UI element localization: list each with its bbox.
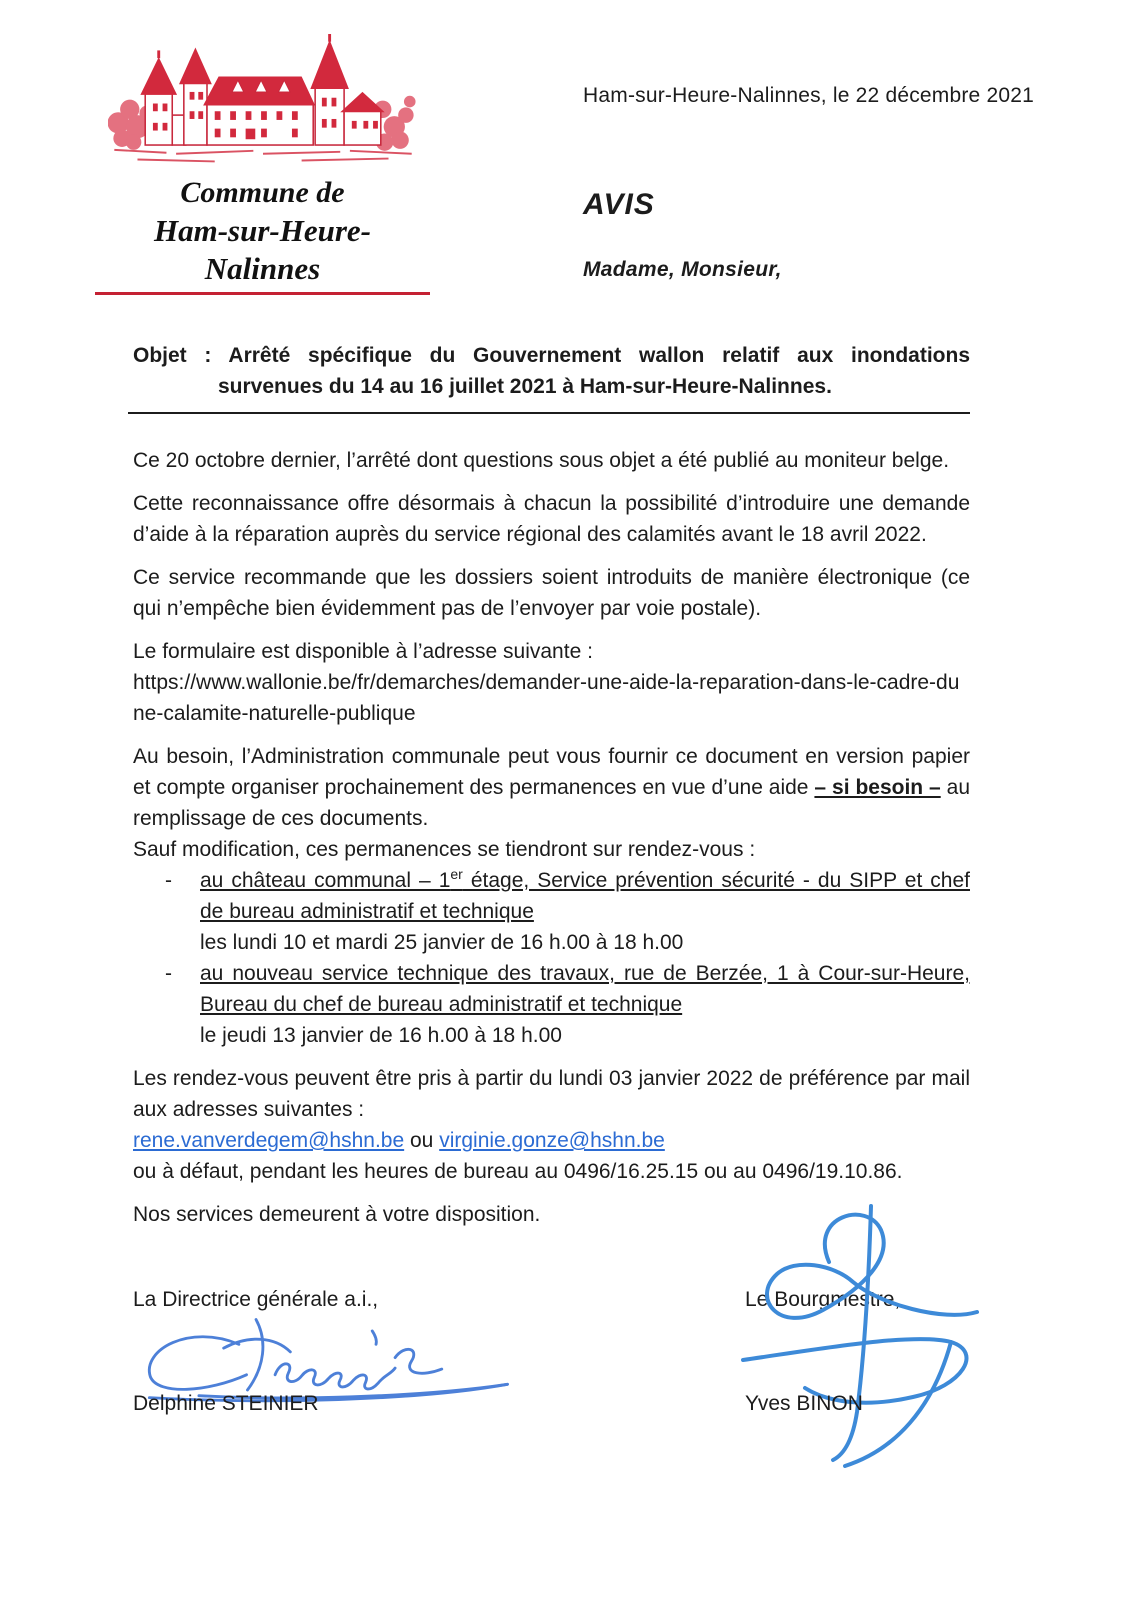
handwritten-signature-binon-icon <box>681 1200 1001 1468</box>
commune-name-line2: Ham-sur-Heure-Nalinnes <box>95 212 430 296</box>
permanences-text-2: au remplissage de ces documents. <box>133 776 970 830</box>
left-signer-name: Delphine STEINIER <box>133 1392 319 1415</box>
dateline: Ham-sur-Heure-Nalinnes, le 22 décembre 2021 <box>583 84 1034 107</box>
castle-logo-icon <box>108 34 418 174</box>
formulaire-intro: Le formulaire est disponible à l’adresse suivante : <box>133 640 593 663</box>
subject-line: Objet : Arrêté spécifique du Gouvernement wallon relatif aux inondations survenues du 14 au 16 juillet 2021 à Ham-sur-Heure-Nalinnes. <box>133 344 970 398</box>
bullet1-schedule: les lundi 10 et mardi 25 janvier de 16 h.00 à 18 h.00 <box>200 931 684 954</box>
letter-body <box>133 340 970 1472</box>
bullet2-schedule: le jeudi 13 janvier de 16 h.00 à 18 h.00 <box>200 1024 562 1047</box>
bullet-chateau-communal <box>133 865 970 958</box>
bullet1-location-pre: au château communal – 1 <box>200 869 451 892</box>
signature-zone <box>133 1242 970 1472</box>
right-signer-role: Le Bourgmestre, <box>745 1288 901 1311</box>
bullet1-location-post: étage, Service prévention sécurité - du SIPP et chef de bureau administratif et technique <box>200 869 970 923</box>
commune-name-line1: Commune de <box>180 176 345 209</box>
commune-logo-block <box>95 34 430 295</box>
si-besoin-emphasis: – si besoin – <box>814 776 941 799</box>
rendez-vous-intro: Sauf modification, ces permanences se tiendront sur rendez-vous : <box>133 838 756 861</box>
paragraph-rendezvous <box>133 1063 970 1187</box>
bullet1-ordinal-sup: er <box>450 866 463 882</box>
paragraph-electronique: Ce service recommande que les dossiers soient introduits de manière électronique (ce qui n’empêche bien évidemment pas de l’envoyer par voie postale). <box>133 566 970 620</box>
right-signer-name: Yves BINON <box>745 1392 863 1415</box>
rendezvous-text: Les rendez-vous peuvent être pris à partir du lundi 03 janvier 2022 de préférence par mail aux adresses suivantes : <box>133 1067 970 1121</box>
bullet2-location: au nouveau service technique des travaux, rue de Berzée, 1 à Cour-sur-Heure, Bureau du chef de bureau administratif et technique <box>200 962 970 1016</box>
phone-fallback-text: ou à défaut, pendant les heures de bureau au 0496/16.25.15 ou au 0496/19.10.86. <box>133 1160 903 1183</box>
paragraph-reconnaissance: Cette reconnaissance offre désormais à chacun la possibilité d’introduire une demande d’aide à la réparation auprès du service régional des calamités avant le 18 avril 2022. <box>133 492 970 546</box>
bullet-dash: - <box>165 869 172 892</box>
paragraph-moniteur: Ce 20 octobre dernier, l’arrêté dont questions sous objet a été publié au moniteur belge. <box>133 449 950 472</box>
bullet-service-technique <box>133 958 970 1051</box>
letter-title: AVIS <box>583 188 655 221</box>
permanences-text-1: Au besoin, l’Administration communale peut vous fournir ce document en version papier et compte organiser prochainement des permanences en vue d’une aide <box>133 745 970 799</box>
email-separator: ou <box>404 1129 440 1152</box>
paragraph-formulaire <box>133 636 970 729</box>
email-link-virginie[interactable]: virginie.gonze@hshn.be <box>439 1129 665 1152</box>
paragraph-permanences <box>133 741 970 834</box>
wallonie-url: https://www.wallonie.be/fr/demarches/demander-une-aide-la-reparation-dans-le-cadre-dune-calamite-naturelle-publique <box>133 671 960 725</box>
salutation: Madame, Monsieur, <box>583 258 782 281</box>
bullet-dash: - <box>165 962 172 985</box>
paragraph-disposition: Nos services demeurent à votre disposition. <box>133 1203 541 1226</box>
left-signer-role: La Directrice générale a.i., <box>133 1288 379 1311</box>
email-link-rene[interactable]: rene.vanverdegem@hshn.be <box>133 1129 405 1152</box>
